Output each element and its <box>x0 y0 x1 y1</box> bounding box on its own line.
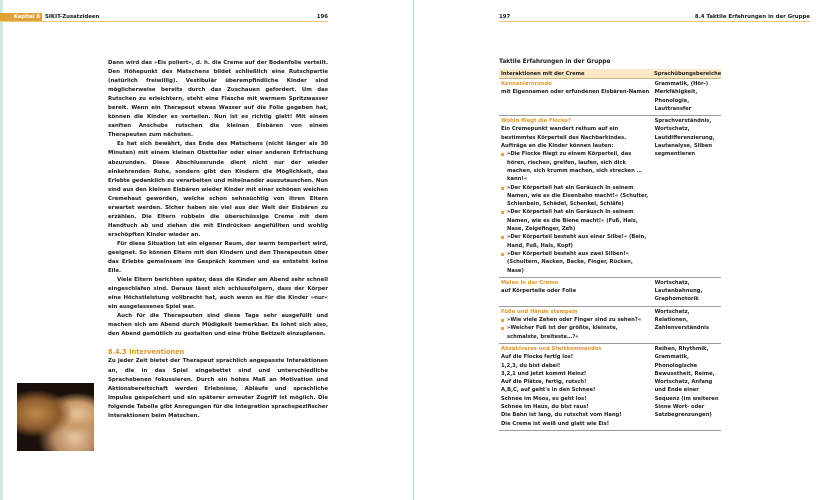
interaction-cell <box>501 80 655 113</box>
left-page-header <box>0 13 328 22</box>
language-areas-cell: Wortschatz, Lautanbahnung, Graphomotorik <box>654 279 703 303</box>
table-title: Taktile Erfahrungen in der Gruppe <box>499 59 611 65</box>
body-paragraph: Zu jeder Zeit bietet der Therapeut sprachlich angepasste Interaktionen an, die in das Spiel eingebettet sind und unterschiedliche Sprachebenen fokussieren. Durch ein hohes Maß an Motivation und Aktionsbereitschaft werden Erlebnisse, Abläufe und sprachliche Impulse gespeichert und ein späterer erneuter Zugriff ist möglich. Die folgende Tabelle gibt Anregungen für die Integration sprachspezifischer Interaktionen beim Matschen. <box>108 358 328 419</box>
page-number-left: 196 <box>316 14 328 20</box>
row-line: auf Körperteile oder Folie <box>501 288 577 295</box>
row-line: 3,2,1 und jetzt kommt Heinz! <box>501 370 587 377</box>
row-line: Die Bahn ist lang, du rutschst vom Hang! <box>501 412 622 419</box>
row-line: 1,2,3, du bist dabei! <box>501 362 561 369</box>
interaction-cell <box>501 345 655 428</box>
body-paragraph: Viele Eltern berichten später, dass die Kinder am Abend sehr schnell eingeschlafen sind. Daraus lässt sich schlussfolgern, dass der Körper eine Höchstleistung vollbracht hat, auch wenn es für die Kinder »nur« ein ausgelassenes Spiel war. <box>108 277 328 311</box>
row-line: Schnee im Haus, du bist raus! <box>501 403 589 410</box>
bullet-item: »Der Körperteil hat ein Geräusch in seinem Namen, wie es die Eisenbahn macht!« (Schulter, Schienbein, Schädel, Schenkel, Schläfe) <box>501 184 651 209</box>
interaction-table <box>499 58 721 431</box>
body-paragraph: Für diese Situation ist ein eigener Raum, der warm temperiert wird, geeignet. So können Eltern mit den Kindern und den Therapeuten über das Erlebte gemeinsam ins Gespräch kommen und es entsteht keine Eile. <box>108 240 328 275</box>
table-row <box>499 278 721 307</box>
body-paragraph: Dann wird das »Eis poliert«, d. h. die Creme auf der Bodenfolie verteilt. Den Höhepunkt des Matschens bildet schließlich eine Rutschpartie (natürlich freiwillig). Vestibulär überempfindliche Kinder sind möglicherweise bereits durch das Zuschauen gefordert. Um das Rutschen zu erleichtern, steht eine Flasche mit warmem Spritzwasser bereit. Wenn ein Therapeut etwas Wasser auf die Folie gegeben hat, können die Kinder es verteilen. Nun ist es richtig glatt! Mit einem sanften Anschubs rutschen die kleinen Eisbären von einem Therapeuten zum nächsten. <box>108 60 328 139</box>
page-gutter <box>413 0 414 500</box>
language-areas-cell: Reihen, Rhythmik, Grammatik, Phonologische Bewusstheit, Reime, Wortschatz, Anfang und Ende einer Sequenz (im weiteren Sinne Wort- oder Satzbegrenzungen) <box>654 345 719 419</box>
running-section-title: 8.4 Taktile Erfahrungen in der Gruppe <box>694 14 810 20</box>
row-title: Füße und Hände stempeln <box>501 308 578 315</box>
row-title: Malen in der Creme <box>501 279 559 286</box>
row-title: Wohin fliegt die Flocke? <box>501 118 571 125</box>
bullet-item: »Welcher Fuß ist der größte, kleinste, schmalste, breiteste…?« <box>501 324 651 341</box>
section-subheading: 8.4.3 Interventionen <box>108 348 185 357</box>
table-row <box>499 116 721 278</box>
bullet-item: »Der Körperteil hat ein Geräusch in seinem Namen, wie es die Biene macht!« (Fuß, Hals, Nase, Zeigefinger, Zeh) <box>501 208 651 233</box>
left-page-body <box>108 59 328 421</box>
chapter-title: SIKIT-Zusatzideen <box>45 14 100 20</box>
row-line: Die Creme ist weiß und glatt wie Eis! <box>501 420 610 427</box>
bullet-item: »Wie viele Zehen oder Finger sind zu sehen?« <box>501 316 651 324</box>
row-line: Ein Cremepunkt wandert reihum auf ein bestimmtes Körperteil des Nachbarkindes. <box>501 126 627 141</box>
table-row <box>499 344 721 431</box>
row-line: Aufträge an die Kinder können lauten: <box>501 143 614 150</box>
interaction-cell <box>501 308 655 341</box>
language-areas-cell: Grammatik, (Hör-) Merkfähigkeit, Phonologie, Lauttransfer <box>654 81 709 112</box>
body-paragraph: Auch für die Therapeuten sind diese Tage sehr ausgefüllt und machen sich am Abend durch Müdigkeit bemerkbar. Es lohnt sich also, den Abend gemütlich zu gestalten und eine frühe Bettzeit einzuplanen. <box>108 313 328 338</box>
chapter-label: Kapitel 8 <box>0 13 42 21</box>
bullet-item: »Der Körperteil besteht aus einer Silbe!« (Bein, Hand, Fuß, Hals, Kopf) <box>501 233 651 250</box>
table-row <box>499 79 721 116</box>
interaction-cell <box>501 117 655 275</box>
row-line: mit Eigennamen oder erfundenen Eisbären-Namen <box>501 89 650 96</box>
table-row <box>499 307 721 344</box>
row-title: Abzählverse und Startkommandos <box>501 345 602 352</box>
language-areas-cell: Wortschatz, Relationen, Zahlenverständnis <box>654 308 710 332</box>
page-number-right: 197 <box>499 14 511 20</box>
column-header: Sprachübungsbereiche <box>654 71 722 77</box>
body-paragraph: Es hat sich bewährt, das Ende des Matschens (nicht länger als 30 Minuten) mit einem kleinen Obstteller oder einer anderen Erfrischung abzurunden. Diese Abschlussrunde dient nicht nur der wieder einkehrenden Ruhe, sondern gibt den Kindern die Möglichkeit, das Erlebte gedanklich zu verarbeiten und miteinander auszutauschen. Nun sind aus den kleinen Eisbären wieder Kinder mit einer schönen weichen Cremehaut geworden, welche schon sehnsüchtig von ihren Eltern erwartet werden. Sicher haben sie viel aus der Welt der Eisbären zu erzählen. Die Eltern rubbeln die überschüssige Creme mit dem Handtuch ab und ziehen die mit Eindrücken angefüllten und wohlig erschöpften Kinder wieder an. <box>108 141 328 238</box>
photo-child-applying-cream <box>17 383 94 451</box>
bullet-item: »Der Körperteil besteht aus zwei Silben!« (Schultern, Nacken, Backe, Finger, Rücken, Nase) <box>501 250 651 275</box>
table-body <box>499 79 721 431</box>
right-page-header <box>499 13 810 22</box>
row-title: Kennenlernrunde <box>501 81 552 87</box>
row-line: Schnee im Moos, es geht los! <box>501 395 587 402</box>
row-line: Auf die Flocke fertig los! <box>501 354 574 361</box>
row-line: A,B,C, auf geht's in den Schnee! <box>501 387 596 394</box>
table-header <box>499 69 721 79</box>
column-header: Interaktionen mit der Creme <box>501 71 585 77</box>
interaction-cell <box>501 279 655 304</box>
row-line: Auf die Plätze, fertig, rutsch! <box>501 379 587 386</box>
page-edge <box>0 0 3 500</box>
language-areas-cell: Sprachverständnis, Wortschatz, Lautdifferenzierung, Lautanalyse, Silben segmentieren <box>654 118 715 158</box>
bullet-item: »Die Flocke fliegt zu einem Körperteil, das hören, riechen, greifen, laufen, sich dick machen, sich krumm machen, sich strecken … kann!« <box>501 150 651 183</box>
